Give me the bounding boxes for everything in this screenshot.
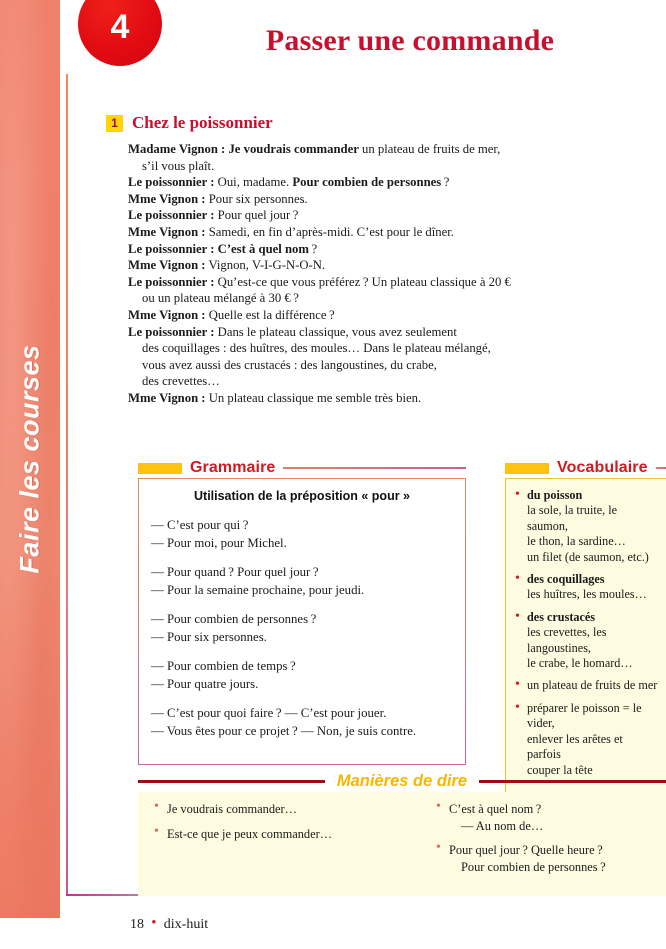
vocabulaire-item — [514, 610, 659, 672]
vocabulaire-definition-line: la sole, la truite, le saumon, — [527, 503, 618, 533]
dialogue-continuation: vous avez aussi des crustacés : des langoustines, du crabe, — [142, 357, 437, 372]
dialogue-speaker: Mme Vignon : — [128, 390, 206, 405]
sidebar-unit-label: Faire les courses — [14, 344, 45, 574]
dialogue-line — [128, 274, 636, 307]
dialogue-line — [128, 141, 636, 174]
section-chez-le-poissonnier — [106, 113, 636, 407]
grammaire-example-group — [151, 705, 453, 740]
vocabulaire-term: des coquillages — [527, 572, 605, 587]
vocabulaire-definition-line: enlever les arêtes et parfois — [527, 731, 623, 762]
grammaire-header-bar — [138, 463, 182, 474]
dialogue-line — [128, 174, 636, 191]
manieres-rule-right — [479, 780, 666, 783]
section-header — [106, 113, 636, 133]
dialogue-continuation: ou un plateau mélangé à 30 € ? — [142, 291, 299, 306]
vocabulaire-section — [505, 458, 666, 796]
vocabulaire-term: des crustacés — [527, 609, 596, 624]
dialogue-line — [128, 307, 636, 324]
dialogue-emphasis: Je voudrais commander — [225, 142, 359, 156]
grammaire-example-line: — Pour six personnes. — [151, 629, 267, 644]
vocabulaire-definition-line: • un plateau de fruits de mer — [527, 678, 658, 693]
chapter-number: 4 — [110, 8, 130, 46]
manieres-item — [154, 826, 402, 843]
dialogue-line — [128, 191, 636, 208]
footer-page-number: 18 — [130, 917, 144, 932]
section-title: Chez le poissonnier — [132, 113, 273, 132]
manieres-item-main: Est-ce que je peux commander… — [167, 826, 333, 841]
grammaire-example-line: — Pour quand ? Pour quel jour ? — [151, 565, 319, 579]
manieres-rule-left — [138, 780, 325, 783]
dialogue-text: Pour quel jour ? — [214, 208, 299, 223]
vocabulaire-heading: Vocabulaire — [557, 459, 648, 476]
vocabulaire-definition-line: les huîtres, les moules… — [527, 587, 647, 602]
grammaire-example-line: — Pour quatre jours. — [151, 676, 259, 691]
page-title: Passer une commande — [265, 24, 555, 57]
dialogue-line — [128, 207, 636, 224]
dialogue-text: Vignon, V-I-G-N-O-N. — [205, 258, 326, 273]
dialogue-emphasis: C’est à quel nom — [214, 241, 309, 256]
section-number-badge: 1 — [106, 115, 123, 132]
left-vertical-rule — [66, 74, 68, 896]
dialogue-line — [128, 390, 636, 407]
vocabulaire-item — [514, 488, 659, 565]
dialogue-speaker: Mme Vignon : — [128, 258, 206, 273]
dialogue-speaker: Le poissonnier : — [128, 324, 215, 339]
dialogue-speaker: Mme Vignon : — [128, 191, 206, 206]
vocabulaire-header-bar — [505, 463, 549, 474]
grammaire-example-group — [151, 658, 453, 693]
grammaire-heading: Grammaire — [190, 459, 276, 476]
dialogue-speaker: Mme Vignon : — [128, 307, 206, 322]
grammaire-example-line: — Pour la semaine prochaine, pour jeudi. — [151, 582, 365, 597]
dialogue-line — [128, 224, 636, 241]
dialogue-continuation: des crevettes… — [142, 374, 220, 389]
grammaire-example-line: — Pour combien de temps ? — [151, 659, 296, 673]
vocabulaire-definition-line: le crabe, le homard… — [527, 656, 633, 671]
vocabulaire-header — [505, 458, 666, 478]
manieres-heading: Manières de dire — [336, 771, 468, 790]
dialogue-speaker: Mme Vignon : — [128, 224, 206, 239]
dialogue-text: Samedi, en fin d’après-midi. C’est pour le dîner. — [205, 224, 454, 239]
vocabulaire-header-rule — [656, 467, 666, 469]
grammaire-header — [138, 458, 466, 478]
dialogue-speaker: Le poissonnier : — [128, 208, 215, 223]
dialogue-emphasis: Pour combien de personnes — [292, 175, 442, 190]
grammaire-example-line: — Pour moi, pour Michel. — [151, 535, 287, 550]
grammaire-example-line: — Vous êtes pour ce projet ? — Non, je suis contre. — [151, 723, 417, 738]
manieres-column-right — [402, 801, 660, 883]
dialogue-text: Un plateau classique me semble très bien. — [205, 390, 422, 405]
dialogue-line — [128, 324, 636, 390]
dialogue-line — [128, 241, 636, 258]
page-content — [60, 0, 666, 949]
vocabulaire-definition-line: couper la tête — [527, 762, 593, 777]
vocabulaire-term: du poisson — [527, 488, 583, 502]
vocabulaire-item — [514, 701, 659, 778]
footer-separator-dot: • — [147, 915, 161, 931]
dialogue-continuation: s’il vous plaît. — [142, 158, 215, 173]
grammaire-example-line: — C’est pour qui ? — [151, 518, 249, 532]
grammaire-box — [138, 478, 466, 765]
manieres-item-main: C’est à quel nom ? — [449, 802, 542, 816]
manieres-item-sub: Pour combien de personnes ? — [461, 859, 606, 874]
manieres-header — [138, 770, 666, 792]
manieres-item-main: Je voudrais commander… — [167, 802, 298, 816]
vocabulaire-box — [505, 478, 666, 796]
grammaire-example-group — [151, 517, 453, 552]
vocabulaire-definition-line: • préparer le poisson = le vider, — [527, 700, 642, 731]
dialogue-line — [128, 257, 636, 274]
grammaire-example-group — [151, 564, 453, 599]
vocabulaire-item — [514, 678, 659, 693]
vocabulaire-definition-line: le thon, la sardine… — [527, 534, 626, 549]
grammaire-example-line: — C’est pour quoi faire ? — C’est pour jouer. — [151, 706, 387, 720]
footer-page-word: dix-huit — [163, 917, 209, 932]
manieres-box — [138, 792, 666, 896]
dialogue-text: ? — [308, 241, 318, 256]
dialogue-text: Dans le plateau classique, vous avez seulement — [214, 324, 457, 339]
grammaire-subtitle: Utilisation de la préposition « pour » — [194, 489, 410, 503]
chapter-sidebar — [0, 0, 60, 918]
manieres-de-dire-section — [138, 770, 666, 896]
grammaire-header-rule — [283, 467, 466, 469]
chapter-number-circle — [78, 0, 162, 66]
dialogue-speaker: Le poissonnier : — [128, 241, 215, 256]
page-footer — [130, 915, 208, 933]
dialogue-block — [128, 141, 636, 407]
vocabulaire-item — [514, 572, 659, 603]
manieres-item-main: Pour quel jour ? Quelle heure ? — [449, 843, 603, 857]
dialogue-speaker: Le poissonnier : — [128, 175, 215, 190]
dialogue-text: Pour six personnes. — [205, 191, 308, 206]
manieres-item — [436, 842, 660, 875]
vocabulaire-definition-line: un filet (de saumon, etc.) — [527, 549, 649, 564]
manieres-item-sub: — Au nom de… — [461, 818, 544, 833]
grammaire-example-group — [151, 611, 453, 646]
dialogue-continuation: des coquillages : des huîtres, des moules… Dans le plateau mélangé, — [142, 341, 491, 356]
grammaire-examples — [151, 517, 453, 740]
dialogue-text: un plateau de fruits de mer, — [358, 142, 501, 156]
dialogue-speaker: Le poissonnier : — [128, 274, 215, 289]
manieres-column-left — [144, 801, 402, 883]
grammaire-section — [138, 458, 466, 765]
dialogue-speaker: Madame Vignon : — [128, 142, 226, 156]
dialogue-text: Qu’est-ce que vous préférez ? Un plateau classique à 20 € — [214, 274, 511, 289]
dialogue-text: ? — [441, 175, 450, 190]
dialogue-text: Quelle est la différence ? — [205, 307, 335, 322]
dialogue-text: Oui, madame. — [214, 175, 293, 190]
manieres-item — [436, 801, 660, 834]
vocabulaire-definition-line: les crevettes, les langoustines, — [527, 625, 607, 655]
grammaire-example-line: — Pour combien de personnes ? — [151, 612, 317, 626]
manieres-item — [154, 801, 402, 818]
